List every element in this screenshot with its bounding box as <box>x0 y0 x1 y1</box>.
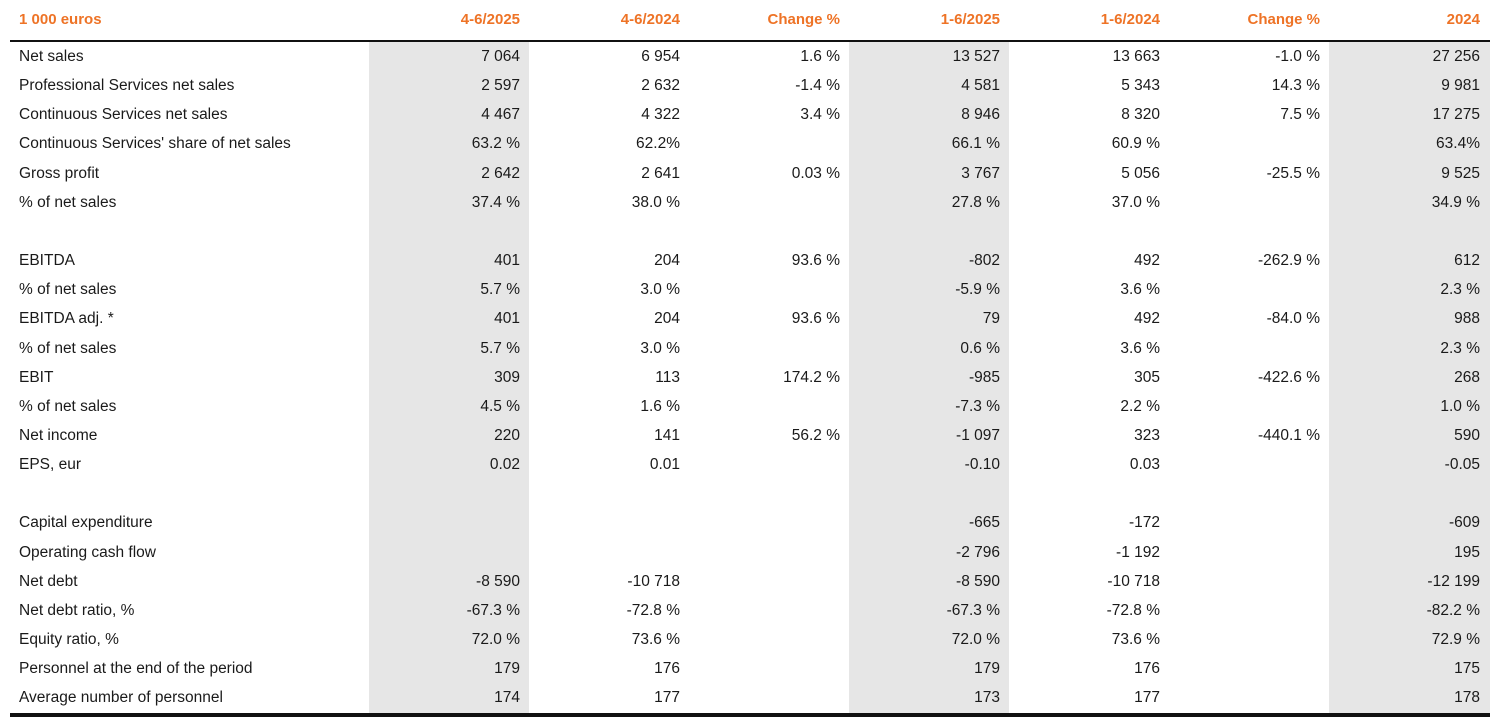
table-cell: 141 <box>654 426 680 444</box>
table-cell: 3.6 % <box>1120 339 1160 357</box>
table-row <box>10 508 1490 537</box>
table-row <box>10 538 1490 567</box>
table-cell: 2 642 <box>481 164 520 182</box>
table-cell: 63.4% <box>1436 135 1480 153</box>
table-cell: -1 192 <box>1116 543 1160 561</box>
table-cell: -0.05 <box>1444 456 1480 474</box>
row-label: Professional Services net sales <box>19 77 235 95</box>
table-cell: 1.6 % <box>800 48 840 65</box>
table-cell: -1.0 % <box>1275 48 1320 65</box>
row-label: % of net sales <box>19 193 117 211</box>
table-cell: 195 <box>1454 543 1480 561</box>
table-cell: 323 <box>1134 426 1160 444</box>
column-header: 2024 <box>1446 11 1480 28</box>
table-cell: -72.8 % <box>1106 601 1160 619</box>
table-cell: -7.3 % <box>955 397 1000 415</box>
table-cell: 66.1 % <box>951 135 1000 153</box>
table-cell: 2.3 % <box>1440 281 1480 299</box>
table-cell: 305 <box>1134 368 1160 386</box>
table-cell: 5 343 <box>1121 77 1160 95</box>
table-cell: 73.6 % <box>1111 631 1160 648</box>
table-cell: 72.0 % <box>471 631 520 648</box>
table-row <box>10 421 1490 450</box>
table-row <box>10 304 1490 333</box>
table-cell: 177 <box>1134 689 1160 707</box>
row-label: Net debt <box>19 572 78 590</box>
table-cell: 0.01 <box>649 456 680 474</box>
table-cell: 7 064 <box>481 48 520 65</box>
table-row <box>10 567 1490 596</box>
table-cell: 27.8 % <box>951 193 1000 211</box>
table-cell: 2.2 % <box>1120 397 1160 415</box>
row-label: Net sales <box>19 48 84 65</box>
table-row <box>10 596 1490 625</box>
table-cell: 56.2 % <box>791 426 840 444</box>
table-row <box>10 246 1490 275</box>
table-cell: -422.6 % <box>1257 368 1320 386</box>
table-cell: 179 <box>974 660 1000 678</box>
table-cell: 9 525 <box>1441 164 1480 182</box>
column-header: Change % <box>767 11 840 28</box>
table-cell: 62.2% <box>636 135 680 153</box>
table-cell: 2 632 <box>641 77 680 95</box>
row-label: Net income <box>19 426 98 444</box>
table-cell: -25.5 % <box>1266 164 1320 182</box>
table-cell: 4 467 <box>481 106 520 124</box>
table-cell: -84.0 % <box>1266 310 1320 328</box>
column-header: 1-6/2024 <box>1100 11 1160 28</box>
table-row <box>10 42 1490 71</box>
table-cell: -665 <box>968 514 1000 532</box>
row-label: % of net sales <box>19 339 117 357</box>
table-cell: 175 <box>1454 660 1480 678</box>
row-label: Continuous Services' share of net sales <box>19 135 291 153</box>
table-cell: 72.0 % <box>951 631 1000 648</box>
row-label: Average number of personnel <box>19 689 223 707</box>
table-cell: 5 056 <box>1121 164 1160 182</box>
column-header: Change % <box>1247 11 1320 28</box>
table-cell: 13 527 <box>952 48 1000 65</box>
row-label: Equity ratio, % <box>19 631 119 648</box>
table-cell: 3.0 % <box>640 339 680 357</box>
table-cell: -5.9 % <box>955 281 1000 299</box>
table-cell: 37.4 % <box>471 193 520 211</box>
table-cell: 2.3 % <box>1440 339 1480 357</box>
table-cell: 2 597 <box>481 77 520 95</box>
table-cell: -609 <box>1448 514 1480 532</box>
table-cell: 309 <box>494 368 520 386</box>
table-cell: 3.4 % <box>800 106 840 124</box>
table-cell: 63.2 % <box>471 135 520 153</box>
table-row <box>10 654 1490 683</box>
table-cell: 3 767 <box>961 164 1000 182</box>
table-row <box>10 334 1490 363</box>
table-cell: 178 <box>1454 689 1480 707</box>
table-cell: -82.2 % <box>1426 601 1480 619</box>
table-cell: 492 <box>1134 252 1160 270</box>
table-row <box>10 450 1490 479</box>
table-cell: 2 641 <box>641 164 680 182</box>
table-cell: 93.6 % <box>791 310 840 328</box>
table-cell: 590 <box>1454 426 1480 444</box>
table-cell: 7.5 % <box>1280 106 1320 124</box>
table-cell: 988 <box>1454 310 1480 328</box>
column-header: 4-6/2024 <box>620 11 680 28</box>
table-cell: 4 581 <box>961 77 1000 95</box>
table-cell: 173 <box>974 689 1000 707</box>
table-row <box>10 363 1490 392</box>
table-cell: 179 <box>494 660 520 678</box>
table-cell: 0.03 % <box>791 164 840 182</box>
column-header: 4-6/2025 <box>460 11 520 28</box>
table-cell: 60.9 % <box>1111 135 1160 153</box>
table-row <box>10 100 1490 129</box>
table-cell: -72.8 % <box>626 601 680 619</box>
table-row <box>10 479 1490 508</box>
row-label: Net debt ratio, % <box>19 601 135 619</box>
header-unit-label: 1 000 euros <box>19 11 102 28</box>
table-cell: -10 718 <box>627 572 680 590</box>
table-cell: -440.1 % <box>1257 426 1320 444</box>
table-cell: 38.0 % <box>631 193 680 211</box>
table-cell: -67.3 % <box>466 601 520 619</box>
table-cell: -8 590 <box>476 572 520 590</box>
table-cell: -1.4 % <box>795 77 840 95</box>
table-cell: 72.9 % <box>1431 631 1480 648</box>
table-cell: 37.0 % <box>1111 193 1160 211</box>
table-cell: -67.3 % <box>946 601 1000 619</box>
table-cell: 8 946 <box>961 106 1000 124</box>
table-cell: -985 <box>968 368 1000 386</box>
table-cell: -1 097 <box>956 426 1000 444</box>
table-cell: 204 <box>654 252 680 270</box>
table-cell: 268 <box>1454 368 1480 386</box>
table-cell: -2 796 <box>956 543 1000 561</box>
table-cell: 176 <box>1134 660 1160 678</box>
table-cell: 14.3 % <box>1271 77 1320 95</box>
table-cell: 204 <box>654 310 680 328</box>
table-bottom-rule <box>10 713 1490 717</box>
row-label: EBITDA <box>19 252 75 270</box>
table-cell: 113 <box>655 368 680 386</box>
table-cell: 4.5 % <box>480 397 520 415</box>
table-cell: 174.2 % <box>783 368 840 386</box>
table-cell: 0.6 % <box>960 339 1000 357</box>
row-label: Personnel at the end of the period <box>19 660 253 678</box>
table-cell: 0.02 <box>489 456 520 474</box>
table-cell: 1.6 % <box>640 397 680 415</box>
table-row <box>10 129 1490 158</box>
table-cell: 79 <box>982 310 1000 328</box>
table-cell: 73.6 % <box>631 631 680 648</box>
table-cell: 3.0 % <box>640 281 680 299</box>
row-label: Operating cash flow <box>19 543 156 561</box>
table-cell: 176 <box>654 660 680 678</box>
table-cell: 220 <box>494 426 520 444</box>
table-cell: 13 663 <box>1112 48 1160 65</box>
table-cell: -802 <box>968 252 1000 270</box>
row-label: EBITDA adj. * <box>19 310 114 328</box>
table-cell: 93.6 % <box>791 252 840 270</box>
table-cell: 1.0 % <box>1440 397 1480 415</box>
table-row <box>10 275 1490 304</box>
table-cell: 4 322 <box>641 106 680 124</box>
table-cell: 34.9 % <box>1431 193 1480 211</box>
table-cell: 5.7 % <box>480 339 520 357</box>
table-cell: 17 275 <box>1432 106 1480 124</box>
table-cell: 0.03 <box>1129 456 1160 474</box>
table-cell: 3.6 % <box>1120 281 1160 299</box>
table-cell: -172 <box>1128 514 1160 532</box>
table-cell: 6 954 <box>641 48 680 65</box>
table-cell: -10 718 <box>1107 572 1160 590</box>
table-row <box>10 71 1490 100</box>
row-label: Capital expenditure <box>19 514 153 532</box>
table-cell: 401 <box>494 252 520 270</box>
table-cell: 174 <box>494 689 520 707</box>
table-cell: -262.9 % <box>1257 252 1320 270</box>
table-cell: 492 <box>1134 310 1160 328</box>
row-label: EPS, eur <box>19 456 82 474</box>
table-cell: 27 256 <box>1432 48 1480 65</box>
table-row <box>10 217 1490 246</box>
table-row <box>10 625 1490 654</box>
table-cell: -12 199 <box>1427 572 1480 590</box>
table-row <box>10 392 1490 421</box>
column-header: 1-6/2025 <box>940 11 1000 28</box>
table-row <box>10 159 1490 188</box>
row-label: % of net sales <box>19 281 117 299</box>
table-cell: -0.10 <box>964 456 1000 474</box>
table-cell: 612 <box>1454 252 1480 270</box>
table-header-row <box>10 0 1490 42</box>
table-cell: -8 590 <box>956 572 1000 590</box>
table-cell: 9 981 <box>1441 77 1480 95</box>
table-cell: 5.7 % <box>480 281 520 299</box>
row-label: EBIT <box>19 368 54 386</box>
row-label: Continuous Services net sales <box>19 106 228 124</box>
table-row <box>10 683 1490 712</box>
row-label: % of net sales <box>19 397 117 415</box>
row-label: Gross profit <box>19 164 100 182</box>
table-row <box>10 188 1490 217</box>
table-cell: 401 <box>494 310 520 328</box>
table-cell: 177 <box>654 689 680 707</box>
table-cell: 8 320 <box>1121 106 1160 124</box>
